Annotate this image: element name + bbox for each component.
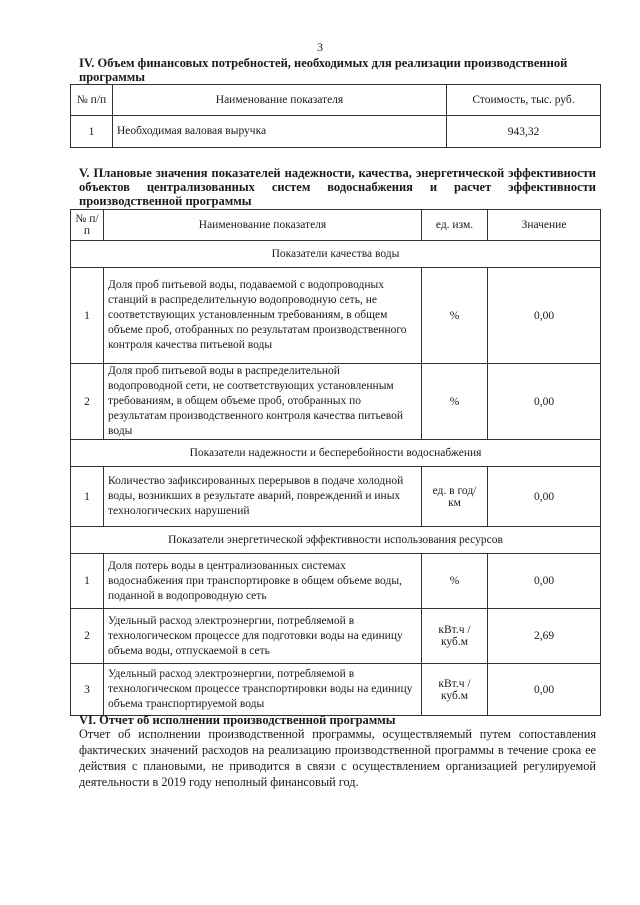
row-name: Удельный расход электроэнергии, потребляемой в технологическом процессе для подготовки воды на единицу объема воды, отпускаемой в сеть <box>104 609 422 664</box>
row-name: Удельный расход электроэнергии, потребляемой в технологическом процессе транспортировки воды на единицу объема транспортируемой воды <box>104 664 422 716</box>
row-value: 0,00 <box>488 467 601 527</box>
row-value: 2,69 <box>488 609 601 664</box>
group-title-reliability: Показатели надежности и бесперебойности водоснабжения <box>71 440 601 467</box>
group-header-row <box>71 527 601 554</box>
row-unit: % <box>422 364 488 440</box>
row-unit: % <box>422 268 488 364</box>
row-num: 3 <box>71 664 104 716</box>
section-6-text: Отчет об исполнении производственной программы, осуществляемый путем сопоставления фактических значений расходов на реализацию производственной программы в течение срока ее действия с плановыми, не приводится в связи с осуществлением организацией регулируемой деятельности в 2019 году неполный финансовый год. <box>79 727 596 789</box>
table-row <box>71 364 601 440</box>
group-header-row <box>71 440 601 467</box>
row-name: Количество зафиксированных перерывов в подаче холодной воды, возникших в результате аварий, повреждений и иных технологических нарушений <box>104 467 422 527</box>
row-name: Доля потерь воды в централизованных системах водоснабжения при транспортировке в общем объеме воды, поданной в водопроводную сеть <box>104 554 422 609</box>
table-row <box>71 609 601 664</box>
header-unit: ед. изм. <box>422 210 488 241</box>
section-6-title: VI. Отчет об исполнении производственной программы <box>79 713 396 727</box>
row-value: 0,00 <box>488 664 601 716</box>
header-num: № п/п <box>71 210 104 241</box>
row-value: 0,00 <box>488 268 601 364</box>
row-num: 1 <box>71 554 104 609</box>
page-number: 3 <box>317 40 323 54</box>
row-unit: кВт.ч / куб.м <box>422 664 488 716</box>
table-row <box>71 116 601 148</box>
group-header-row <box>71 241 601 268</box>
row-name: Доля проб питьевой воды, подаваемой с водопроводных станций в распределительную водопроводную сеть, не соответствующих установленным требованиям, в общем объеме проб, отобранных по результатам производственного контроля качества питьевой воды <box>104 268 422 364</box>
section-5-title: V. Плановые значения показателей надежности, качества, энергетической эффективности объектов централизованных систем водоснабжения и расчет эффективности производственной программы <box>79 166 596 208</box>
indicators-table <box>70 209 601 716</box>
table-header-row <box>71 210 601 241</box>
table-header-row <box>71 85 601 116</box>
table-row <box>71 664 601 716</box>
financial-needs-table <box>70 84 601 148</box>
row-value: 0,00 <box>488 364 601 440</box>
table-row <box>71 554 601 609</box>
table-row <box>71 467 601 527</box>
header-num: № п/п <box>71 85 113 116</box>
row-name: Необходимая валовая выручка <box>113 116 447 148</box>
row-unit: % <box>422 554 488 609</box>
header-value: Значение <box>488 210 601 241</box>
row-num: 1 <box>71 467 104 527</box>
row-num: 2 <box>71 364 104 440</box>
row-num: 1 <box>71 268 104 364</box>
row-name: Доля проб питьевой воды в распределительной водопроводной сети, не соответствующих установленным требованиям, в общем объеме проб, отобранных по результатам производственного контроля качества питьевой воды <box>104 364 422 440</box>
row-unit: ед. в год/ км <box>422 467 488 527</box>
header-cost: Стоимость, тыс. руб. <box>447 85 601 116</box>
group-title-energy: Показатели энергетической эффективности использования ресурсов <box>71 527 601 554</box>
row-num: 2 <box>71 609 104 664</box>
header-name: Наименование показателя <box>104 210 422 241</box>
row-value: 0,00 <box>488 554 601 609</box>
row-unit: кВт.ч / куб.м <box>422 609 488 664</box>
row-cost: 943,32 <box>447 116 601 148</box>
header-name: Наименование показателя <box>113 85 447 116</box>
row-num: 1 <box>71 116 113 148</box>
group-title-quality: Показатели качества воды <box>71 241 601 268</box>
table-row <box>71 268 601 364</box>
section-4-title: IV. Объем финансовых потребностей, необходимых для реализации производственной программы <box>79 56 568 84</box>
